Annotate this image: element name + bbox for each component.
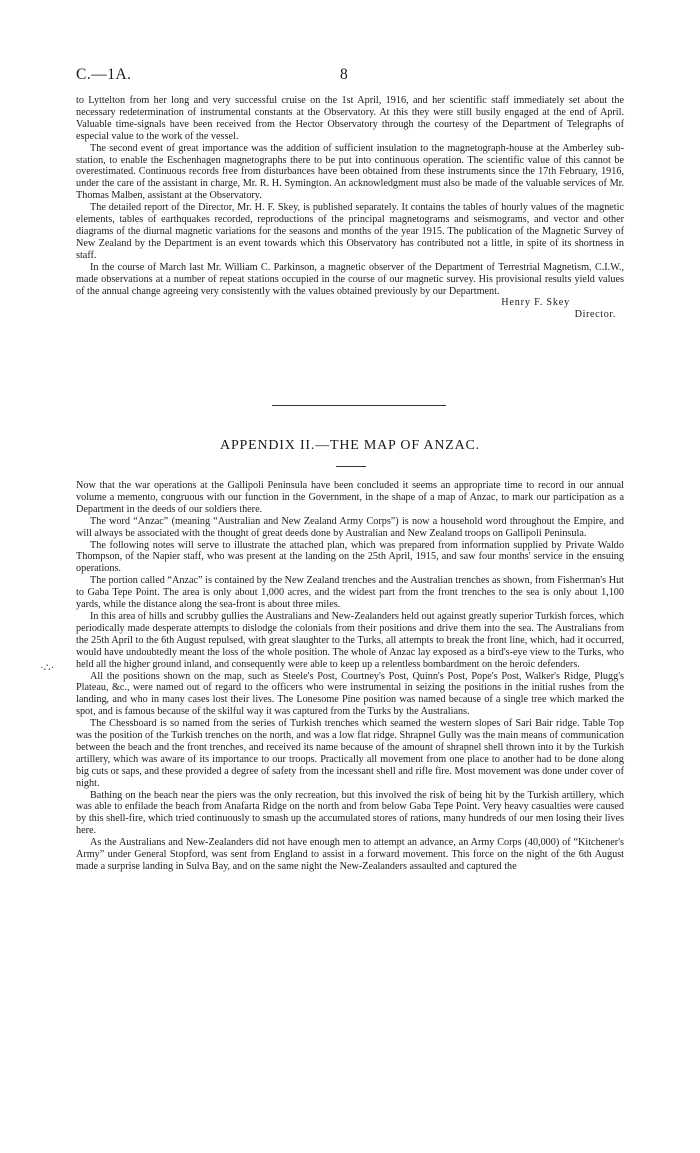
body-paragraph: The Chessboard is so named from the series of Turkish trenches which seamed the western slopes of Sari Bair ridge. Table Top was the position of the Turkish trenches on the north, and was a low flat ridge. Shrapnel Gully was the main means of communication between the beach and the front trenches, and received its name because of the amount of shrapnel shell thrown into it by the Turkish artillery, which was aware of its importance to our troops. Practically all movement from one place to another had to be done along big cuts or saps, and these provided a degree of safety from the incessant shell and rifle fire. Most movement was done under cover of night.	[76, 718, 624, 789]
body-paragraph: The second event of great importance was the addition of sufficient insulation to the magnetograph-house at the Amberley sub-station, to enable the Eschenhagen magnetographs there to be put into continuous operation. The scientific value of this cannot be overestimated. Continuous records free from disturbances have been obtained from these instruments since the 17th February, 1916, under the care of the assistant in charge, Mr. R. H. Symington. An acknowledgment must also be made of the valuable services of Mr. Thomas Malben, assistant at the Observatory.	[76, 142, 624, 202]
body-paragraph: All the positions shown on the map, such as Steele's Post, Courtney's Post, Quinn's Post, Pope's Post, Walker's Ridge, Plugg's Plateau, &c., were named out of regard to the officers who were instrumental in seizing the positions in the initial rushes from the landing, and who in many cases lost their lives. The Lonesome Pine position was named because of a single tree which marked the spot, and is famous because of the skilful way it was captured from the Turks by the Australians.	[76, 670, 624, 718]
body-paragraph: Now that the war operations at the Gallipoli Peninsula have been concluded it seems an appropriate time to record in our annual volume a memento, congruous with our function in the Government, in the shape of a map of Anzac, to mark our participation as a Department in the deeds of our soldiers there.	[76, 480, 624, 515]
page-number: 8	[340, 66, 349, 83]
body-paragraph: In this area of hills and scrubby gullies the Australians and New-Zealanders held out against greatly superior Turkish forces, which periodically made desperate attempts to dislodge the colonials from their positions and drive them into the sea. The Australians from the 25th April to the 6th August repulsed, with great slaughter to the Turks, all attempts to break the front line, which, had it occurred, would have undoubtedly meant the loss of the whole position. The whole of Anzac lay exposed as a bird's-eye view to the Turks, who held all the higher ground inland, and consequently were able to keep up a relentless bombardment on the heroic defenders.	[76, 610, 624, 670]
page-header	[76, 66, 624, 86]
signature-name: Henry F. Skey	[501, 297, 570, 309]
appendix-section	[76, 480, 624, 873]
appendix-heading: APPENDIX II.—THE MAP OF ANZAC.	[220, 438, 480, 453]
body-paragraph: In the course of March last Mr. William C. Parkinson, a magnetic observer of the Department of Terrestrial Magnetism, C.I.W., made observations at a number of repeat stations occupied in the course of our magnetic survey. His provisional results yield values of the annual change agreeing very consistently with the values obtained previously by our Department.	[76, 261, 624, 297]
body-paragraph: to Lyttelton from her long and very successful cruise on the 1st April, 1916, and her scientific staff immediately set about the necessary redetermination of instrumental constants at the Observatory. At this they were still busily engaged at the end of April. Valuable time-signals have been received from the Hector Observatory through the courtesy of the Department of Telegraphs of especial value to the work of the vessel.	[76, 95, 624, 142]
body-paragraph: The word “Anzac” (meaning “Australian and New Zealand Army Corps”) is now a household word throughout the Empire, and will always be associated with the thought of great deeds done by Australian and New Zealand troops on Gallipoli Peninsula.	[76, 515, 624, 539]
signature-block	[76, 297, 624, 321]
body-paragraph: As the Australians and New-Zealanders did not have enough men to attempt an advance, an Army Corps (40,000) of “Kitchener's Army” under General Stopford, was sent from England to assist in a forward movement. This force on the night of the 6th August made a surprise landing in Sulva Bay, and on the same night the New-Zealanders assaulted and captured the	[76, 837, 624, 872]
section-divider	[272, 405, 446, 406]
signature-title: Director.	[574, 309, 616, 321]
observatory-report-section	[76, 95, 624, 321]
body-paragraph: The portion called “Anzac” is contained by the New Zealand trenches and the Australian trenches as shown, from Fisherman's Hut to Gaba Tepe Point. The area is only about 1,000 acres, and the widest part from the front trenches to the sea is only about 1,100 yards, while the distance along the sea-front is about three miles.	[76, 575, 624, 611]
body-paragraph: Bathing on the beach near the piers was the only recreation, but this involved the risk of being hit by the Turkish artillery, which was able to enfilade the beach from Anafarta Ridge on the north and from below Gaba Tepe Point. Very heavy casualties were caused by this shell-fire, which tried continuously to smash up the accumulated stores of rations, many hundreds of our men losing their lives here.	[76, 789, 624, 837]
heading-rule	[336, 466, 366, 467]
margin-mark: ·∴·	[40, 662, 55, 674]
body-paragraph: The detailed report of the Director, Mr. H. F. Skey, is published separately. It contains the tables of hourly values of the magnetic elements, tables of earthquakes recorded, reproductions of the principal magnetograms and seismograms, and vector and other diagrams of the diurnal magnetic variations for the seasons and months of the year 1915. The publication of the Magnetic Survey of New Zealand by the Department is an event towards which this Observatory has contributed not a little, in spite of its shortness in staff.	[76, 202, 624, 261]
body-paragraph: The following notes will serve to illustrate the attached plan, which was prepared from information supplied by Private Waldo Thompson, of the Napier staff, who was present at the landing on the 25th April, 1915, and saw four months' service in the ensuing operations.	[76, 539, 624, 575]
document-reference: C.—1A.	[76, 66, 132, 83]
